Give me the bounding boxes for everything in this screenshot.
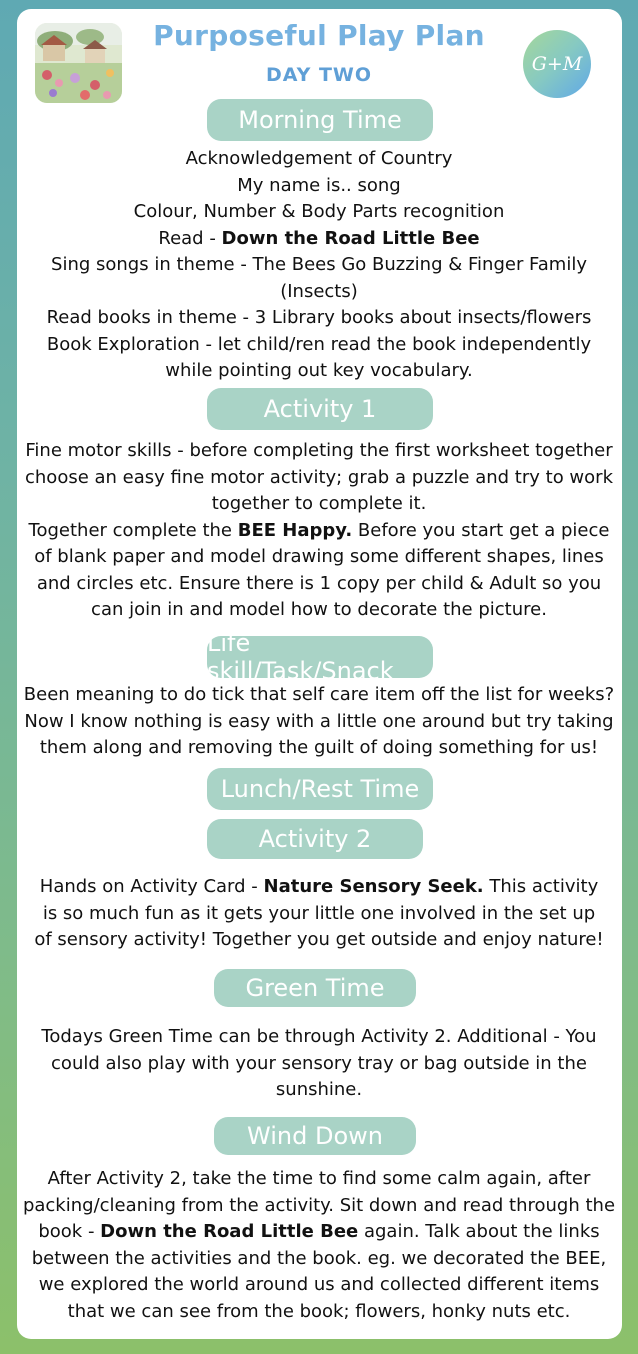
section-heading-morning: Morning Time <box>207 99 433 141</box>
brand-logo: G+M <box>523 30 591 98</box>
section-heading-life-skill: Life skill/Task/Snack <box>207 636 433 678</box>
activity-card-name: Nature Sensory Seek. <box>263 876 484 897</box>
section-heading-lunch: Lunch/Rest Time <box>207 768 433 810</box>
worksheet-title: BEE Happy. <box>237 519 353 541</box>
activity-1-text <box>20 438 618 624</box>
page-subtitle: DAY TWO <box>265 64 373 86</box>
activity-2-text: Hands on Activity Card - Nature Sensory Seek. This activity is so much fun as it gets your little one involved in the set up of sensory activity! Together you get outside and enjoy nature! <box>34 876 604 950</box>
book-title: Down the Road Little Bee <box>221 227 480 249</box>
morning-text <box>20 146 618 385</box>
morning-exploration: Book Exploration - let child/ren read the book independently while pointing out key vocabulary. <box>46 333 592 381</box>
morning-read: Read - Down the Road Little Bee <box>158 227 480 249</box>
activity-1-worksheet: Together complete the BEE Happy. Before you start get a piece of blank paper and model drawing some different shapes, lines and circles etc. Ensure there is 1 copy per child & Adult so you can join in and model how to decorate the picture. <box>28 519 610 620</box>
section-heading-wind-down: Wind Down <box>214 1117 416 1155</box>
life-skill-text: Been meaning to do tick that self care item off the list for weeks? Now I know nothing is easy with a little one around but try taking them along and removing the guilt of doing something for us! <box>23 684 615 758</box>
wind-down-book-title: Down the Road Little Bee <box>100 1221 359 1242</box>
morning-line-1: Acknowledgement of Country <box>185 148 453 169</box>
page-title: Purposeful Play Plan <box>153 19 485 52</box>
morning-books: Read books in theme - 3 Library books about insects/flowers <box>46 307 592 328</box>
morning-line-3: Colour, Number & Body Parts recognition <box>133 201 505 222</box>
section-heading-green-time: Green Time <box>214 969 416 1007</box>
activity-1-fine-motor: Fine motor skills - before completing the first worksheet together choose an easy fine motor activity; grab a puzzle and try to work together to complete it. <box>25 440 613 514</box>
green-time-text: Todays Green Time can be through Activity 2. Additional - You could also play with your sensory tray or bag outside in the sunshine. <box>41 1026 597 1100</box>
section-heading-activity-1: Activity 1 <box>207 388 433 430</box>
morning-songs: Sing songs in theme - The Bees Go Buzzing & Finger Family (Insects) <box>51 254 587 302</box>
section-heading-activity-2: Activity 2 <box>207 819 423 859</box>
wind-down-text: After Activity 2, take the time to find some calm again, after packing/cleaning from the activity. Sit down and read through the book - Down the Road Little Bee again. Talk about the links between the activities and the book. eg. we decorated the BEE, we explored the world around us and collected different items that we can see from the book; flowers, honky nuts etc. <box>22 1168 616 1322</box>
morning-line-2: My name is.. song <box>237 174 401 196</box>
